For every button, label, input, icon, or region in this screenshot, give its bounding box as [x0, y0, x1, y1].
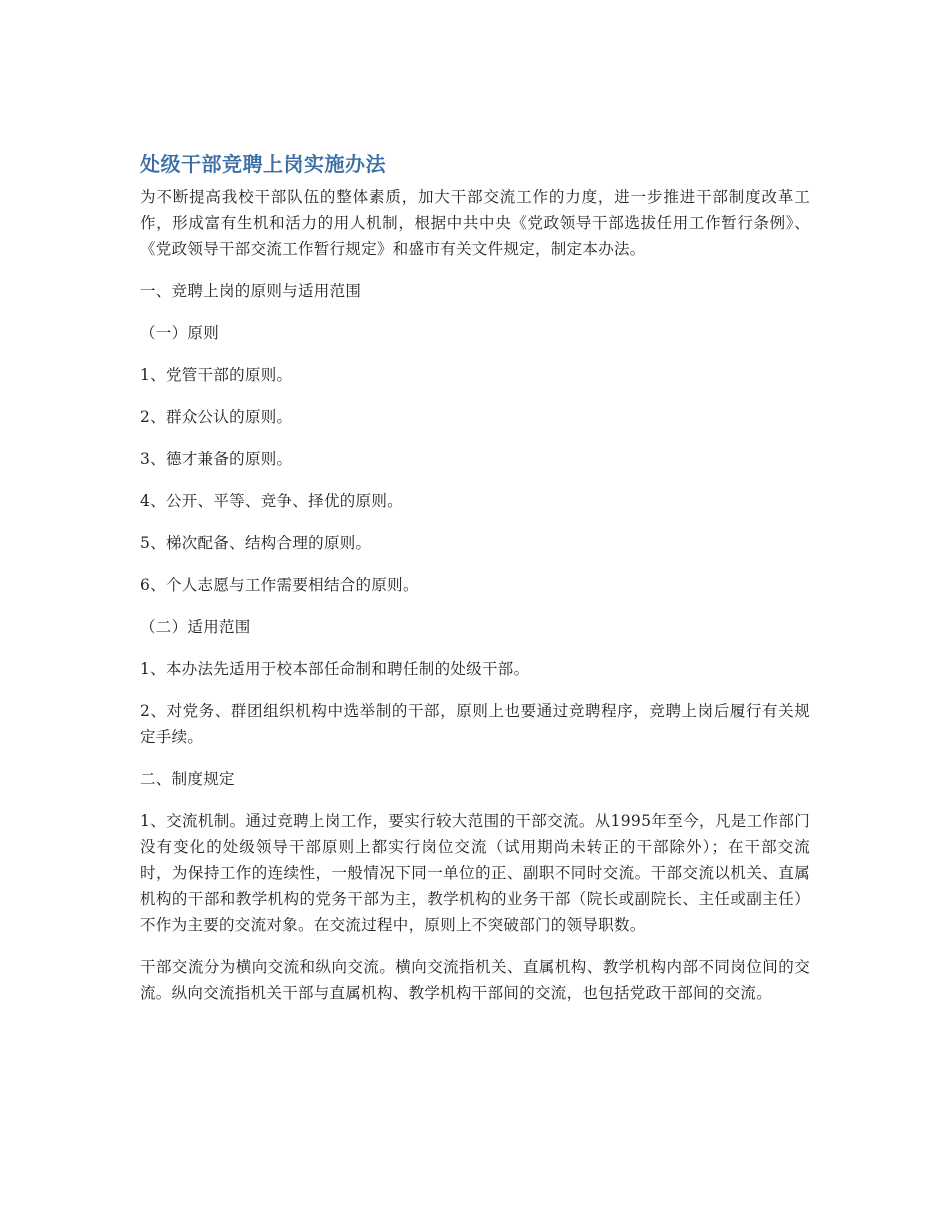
- document-title: 处级干部竞聘上岗实施办法: [140, 152, 386, 176]
- principle-item-3: 3、德才兼备的原则。: [140, 450, 293, 468]
- subsection-heading-principles: （一）原则: [140, 324, 220, 342]
- scope-item-2: 2、对党务、群团组织机构中选举制的干部，原则上也要通过竞聘程序，竞聘上岗后履行有关规定手续。: [140, 702, 810, 746]
- principle-item-4: 4、公开、平等、竞争、择优的原则。: [140, 492, 403, 510]
- section-heading-2: 二、制度规定: [140, 770, 235, 788]
- rule-paragraph-exchange-types: 干部交流分为横向交流和纵向交流。横向交流指机关、直属机构、教学机构内部不同岗位间的交流。纵向交流指机关干部与直属机构、教学机构干部间的交流，也包括党政干部间的交流。: [140, 958, 810, 1002]
- document-page: [140, 150, 810, 1006]
- scope-item-1: 1、本办法先适用于校本部任命制和聘任制的处级干部。: [140, 660, 530, 678]
- principle-item-1: 1、党管干部的原则。: [140, 366, 293, 384]
- intro-paragraph: 为不断提高我校干部队伍的整体素质，加大干部交流工作的力度，进一步推进干部制度改革工作，形成富有生机和活力的用人机制，根据中共中央《党政领导干部选拔任用工作暂行条例》、《党政领导干部交流工作暂行规定》和盛市有关文件规定，制定本办法。: [140, 188, 810, 258]
- principle-item-5: 5、梯次配备、结构合理的原则。: [140, 534, 372, 552]
- principle-item-6: 6、个人志愿与工作需要相结合的原则。: [140, 576, 419, 594]
- section-heading-1: 一、竞聘上岗的原则与适用范围: [140, 282, 362, 300]
- subsection-heading-scope: （二）适用范围: [140, 618, 251, 636]
- principle-item-2: 2、群众公认的原则。: [140, 408, 293, 426]
- rule-paragraph-exchange: 1、交流机制。通过竞聘上岗工作，要实行较大范围的干部交流。从1995年至今，凡是工作部门没有变化的处级领导干部原则上都实行岗位交流（试用期尚未转正的干部除外）；在干部交流时，为保持工作的连续性，一般情况下同一单位的正、副职不同时交流。干部交流以机关、直属机构的干部和教学机构的党务干部为主，教学机构的业务干部（院长或副院长、主任或副主任）不作为主要的交流对象。在交流过程中，原则上不突破部门的领导职数。: [140, 812, 810, 934]
